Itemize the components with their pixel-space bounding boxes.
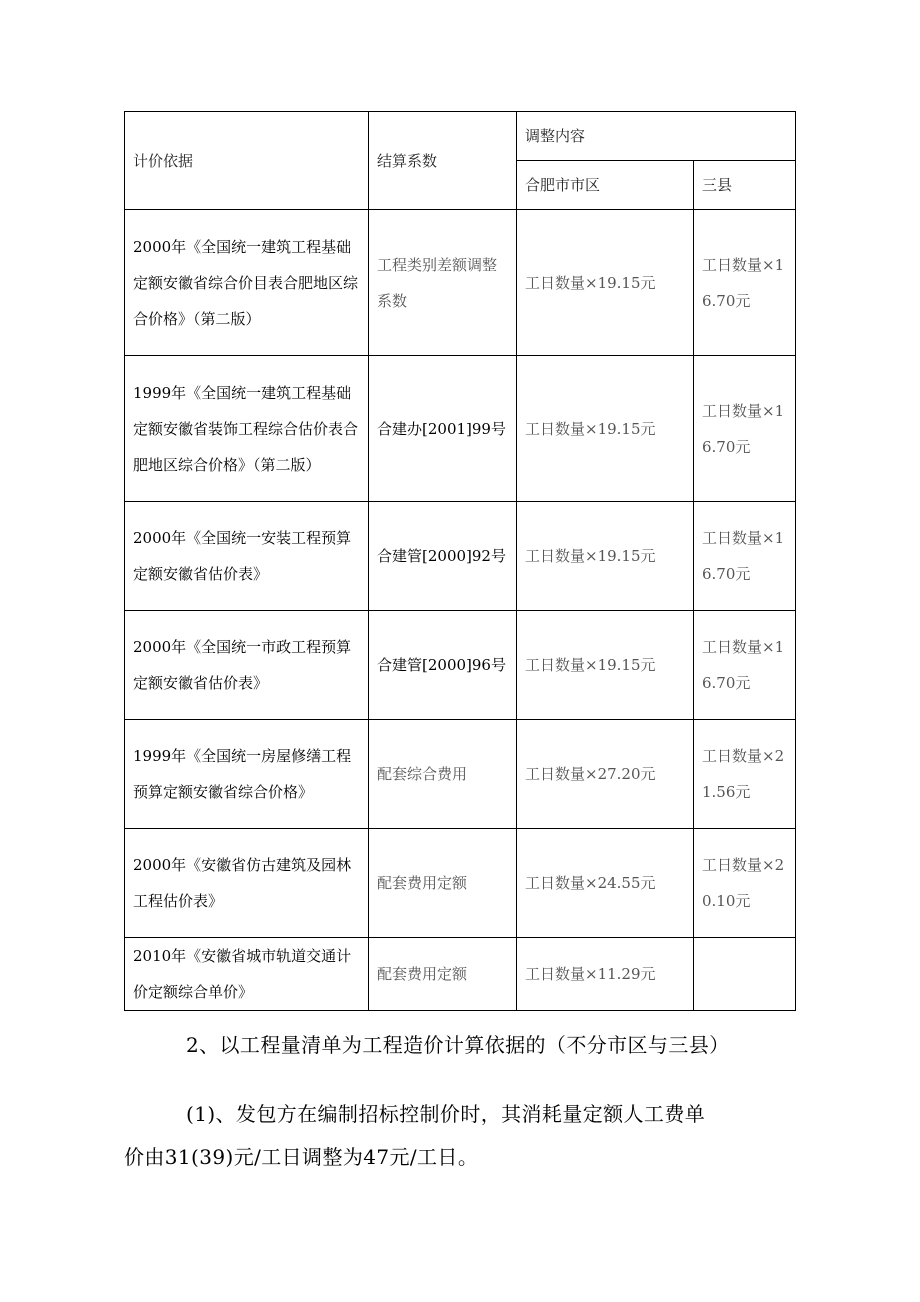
table-row (125, 611, 796, 720)
table-row (125, 210, 796, 356)
cell-basis: 2010年《安徽省城市轨道交通计价定额综合单价》 (125, 938, 369, 1011)
cell-basis: 2000年《安徽省仿古建筑及园林工程估价表》 (125, 829, 369, 938)
paragraph-2: 2、以工程量清单为工程造价计算依据的（不分市区与三县） (186, 1033, 730, 1057)
cell-hefei: 工日数量×11.29元 (517, 938, 694, 1011)
adjustment-table (124, 111, 796, 1011)
header-basis: 计价依据 (125, 112, 369, 210)
cell-coefficient: 合建管[2000]96号 (369, 611, 517, 720)
cell-hefei: 工日数量×19.15元 (517, 502, 694, 611)
cell-hefei: 工日数量×24.55元 (517, 829, 694, 938)
cell-counties: 工日数量×20.10元 (694, 829, 796, 938)
cell-coefficient: 工程类别差额调整系数 (369, 210, 517, 356)
cell-counties: 工日数量×21.56元 (694, 720, 796, 829)
header-hefei: 合肥市市区 (517, 161, 694, 210)
cell-hefei: 工日数量×19.15元 (517, 356, 694, 502)
cell-basis: 2000年《全国统一市政工程预算定额安徽省估价表》 (125, 611, 369, 720)
cell-coefficient: 配套费用定额 (369, 829, 517, 938)
cell-coefficient: 配套费用定额 (369, 938, 517, 1011)
header-counties: 三县 (694, 161, 796, 210)
cell-coefficient: 合建办[2001]99号 (369, 356, 517, 502)
cell-coefficient: 配套综合费用 (369, 720, 517, 829)
paragraph-2-1-line2: 价由31(39)元/工日调整为47元/工日。 (124, 1145, 479, 1169)
header-adjustment: 调整内容 (517, 112, 796, 161)
cell-hefei: 工日数量×19.15元 (517, 210, 694, 356)
cell-counties: 工日数量×16.70元 (694, 502, 796, 611)
cell-hefei: 工日数量×19.15元 (517, 611, 694, 720)
table-row (125, 502, 796, 611)
cell-coefficient: 合建管[2000]92号 (369, 502, 517, 611)
cell-counties: 工日数量×16.70元 (694, 356, 796, 502)
cell-counties: 工日数量×16.70元 (694, 611, 796, 720)
cell-hefei: 工日数量×27.20元 (517, 720, 694, 829)
cell-basis: 2000年《全国统一安装工程预算定额安徽省估价表》 (125, 502, 369, 611)
cell-basis: 1999年《全国统一建筑工程基础定额安徽省装饰工程综合估价表合肥地区综合价格》（第二版） (125, 356, 369, 502)
table-row (125, 720, 796, 829)
cell-counties: 工日数量×16.70元 (694, 210, 796, 356)
cell-basis: 2000年《全国统一建筑工程基础定额安徽省综合价目表合肥地区综合价格》（第二版） (125, 210, 369, 356)
paragraph-2-1-line1: (1)、发包方在编制招标控制价时，其消耗量定额人工费单 (186, 1102, 706, 1126)
table-row (125, 829, 796, 938)
cell-basis: 1999年《全国统一房屋修缮工程预算定额安徽省综合价格》 (125, 720, 369, 829)
table-row (125, 356, 796, 502)
header-coefficient: 结算系数 (369, 112, 517, 210)
table-row (125, 938, 796, 1011)
cell-counties (694, 938, 796, 1011)
